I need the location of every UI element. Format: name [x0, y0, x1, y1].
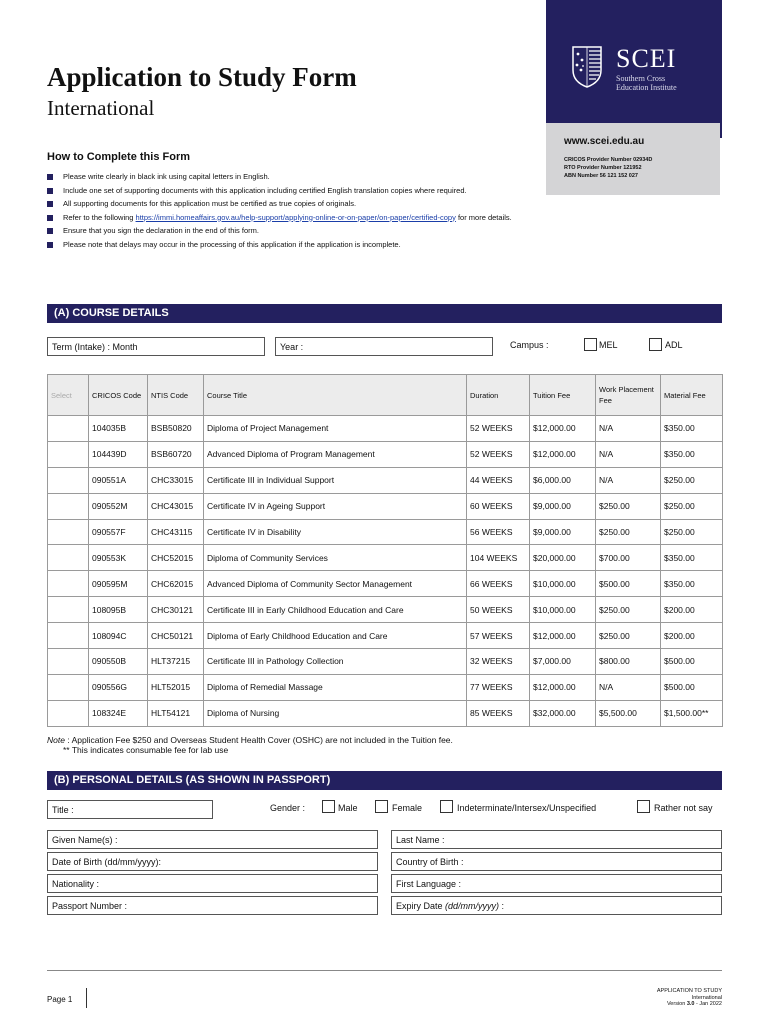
term-intake-field[interactable]: Term (Intake) : Month	[47, 337, 265, 356]
form-title: Application to Study Form	[47, 62, 357, 92]
table-cell: $7,000.00	[530, 649, 596, 675]
table-cell: $350.00	[661, 571, 723, 597]
column-header: Duration	[467, 375, 530, 416]
gender-label: Gender :	[270, 803, 306, 813]
column-header: CRICOS Code	[89, 375, 148, 416]
instruction-item: Ensure that you sign the declaration in the end of this form.	[47, 226, 527, 235]
expiry-colon: :	[499, 901, 505, 911]
gender-rather-not-say-checkbox[interactable]	[637, 800, 650, 813]
refer-suffix: for more details.	[455, 212, 512, 222]
table-cell: 108094C	[89, 623, 148, 649]
campus-adl-label: ADL	[665, 340, 683, 350]
expiry-hint: (dd/mm/yyyy)	[445, 901, 500, 911]
table-cell: Advanced Diploma of Program Management	[204, 441, 467, 467]
year-field[interactable]: Year :	[275, 337, 493, 356]
gender-female-checkbox[interactable]	[375, 800, 388, 813]
table-cell: $350.00	[661, 545, 723, 571]
brand-accent-strip	[720, 0, 722, 138]
table-cell: 52 WEEKS	[467, 416, 530, 442]
table-cell: 090556G	[89, 674, 148, 700]
table-cell: $500.00	[661, 674, 723, 700]
table-cell: $9,000.00	[530, 519, 596, 545]
course-select-cell[interactable]	[48, 700, 89, 726]
table-cell: 090557F	[89, 519, 148, 545]
table-cell: N/A	[596, 674, 661, 700]
table-cell: $32,000.00	[530, 700, 596, 726]
table-cell: CHC33015	[148, 467, 204, 493]
table-row	[48, 623, 723, 649]
table-cell: $250.00	[661, 493, 723, 519]
brand-subtitle-line1: Southern Cross	[616, 74, 666, 83]
course-select-cell[interactable]	[48, 597, 89, 623]
given-names-field[interactable]: Given Name(s) :	[47, 830, 378, 849]
table-cell: $350.00	[661, 416, 723, 442]
table-cell: $10,000.00	[530, 597, 596, 623]
table-row	[48, 571, 723, 597]
title-field[interactable]: Title :	[47, 800, 213, 819]
table-cell: Diploma of Remedial Massage	[204, 674, 467, 700]
version-suffix: - Jan 2022	[694, 1001, 722, 1007]
column-header: Course Title	[204, 375, 467, 416]
campus-mel-label: MEL	[599, 340, 618, 350]
rto-number: RTO Provider Number 121952	[564, 165, 642, 171]
table-cell: Advanced Diploma of Community Sector Management	[204, 571, 467, 597]
table-cell: 108095B	[89, 597, 148, 623]
note-text: : Application Fee $250 and Overseas Student Health Cover (OSHC) are not included in the Tuition fee.	[64, 735, 453, 745]
table-cell: $12,000.00	[530, 441, 596, 467]
table-cell: Diploma of Early Childhood Education and Care	[204, 623, 467, 649]
table-cell: 090595M	[89, 571, 148, 597]
gender-male-label: Male	[338, 803, 358, 813]
page-number: Page 1	[47, 995, 73, 1004]
version-number: 3.0	[686, 1001, 695, 1007]
table-cell: Diploma of Community Services	[204, 545, 467, 571]
column-header: Work Placement Fee	[596, 375, 661, 416]
fee-note	[47, 735, 453, 745]
table-cell: 50 WEEKS	[467, 597, 530, 623]
table-cell: $350.00	[661, 441, 723, 467]
cricos-number: CRICOS Provider Number 02934D	[564, 157, 653, 163]
table-row	[48, 674, 723, 700]
date-of-birth-field[interactable]: Date of Birth (dd/mm/yyyy):	[47, 852, 378, 871]
table-cell: $250.00	[596, 597, 661, 623]
table-cell: 104439D	[89, 441, 148, 467]
section-b-header: (B) PERSONAL DETAILS (AS SHOWN IN PASSPORT)	[47, 771, 722, 790]
table-cell: 57 WEEKS	[467, 623, 530, 649]
course-select-cell[interactable]	[48, 467, 89, 493]
table-cell: 56 WEEKS	[467, 519, 530, 545]
table-cell: $700.00	[596, 545, 661, 571]
consumable-fee-note: ** This indicates consumable fee for lab use	[63, 745, 229, 755]
course-select-cell[interactable]	[48, 623, 89, 649]
table-row	[48, 493, 723, 519]
abn-number: ABN Number 56 121 152 027	[564, 173, 638, 179]
gender-rather-not-say-label: Rather not say	[654, 803, 713, 813]
table-cell: $500.00	[661, 649, 723, 675]
footer-version	[657, 1001, 722, 1008]
table-cell: $10,000.00	[530, 571, 596, 597]
campus-label: Campus :	[510, 340, 549, 350]
table-cell: $200.00	[661, 623, 723, 649]
table-row	[48, 545, 723, 571]
course-select-cell[interactable]	[48, 649, 89, 675]
certified-copy-link[interactable]: https://immi.homeaffairs.gov.au/help-support/applying-online-or-on-paper/on-paper/certified-copy	[135, 212, 456, 222]
form-subtitle: International	[47, 96, 155, 120]
table-cell: BSB50820	[148, 416, 204, 442]
table-cell: $20,000.00	[530, 545, 596, 571]
table-cell: $6,000.00	[530, 467, 596, 493]
provider-info-box	[546, 123, 720, 195]
instruction-item-refer	[47, 213, 527, 222]
table-cell: N/A	[596, 416, 661, 442]
instruction-item: Please write clearly in black ink using capital letters in English.	[47, 172, 527, 181]
first-language-field[interactable]: First Language :	[391, 874, 722, 893]
table-cell: 090550B	[89, 649, 148, 675]
instructions-list	[47, 172, 527, 253]
table-cell: Certificate III in Early Childhood Education and Care	[204, 597, 467, 623]
gender-indeterminate-checkbox[interactable]	[440, 800, 453, 813]
crest-icon	[572, 46, 602, 88]
table-cell: $800.00	[596, 649, 661, 675]
table-cell: Diploma of Project Management	[204, 416, 467, 442]
campus-mel-checkbox[interactable]	[584, 338, 597, 351]
instruction-item: Please note that delays may occur in the processing of this application if the application is incomplete.	[47, 240, 527, 249]
table-row	[48, 416, 723, 442]
table-row	[48, 597, 723, 623]
website-url[interactable]: www.scei.edu.au	[564, 136, 645, 147]
table-cell: 108324E	[89, 700, 148, 726]
table-cell: $5,500.00	[596, 700, 661, 726]
table-cell: $1,500.00**	[661, 700, 723, 726]
table-row	[48, 519, 723, 545]
brand-subtitle	[616, 74, 716, 92]
course-select-cell[interactable]	[48, 416, 89, 442]
column-header: Material Fee	[661, 375, 723, 416]
course-select-cell[interactable]	[48, 571, 89, 597]
table-row	[48, 700, 723, 726]
table-cell: $250.00	[596, 519, 661, 545]
instruction-item: All supporting documents for this application must be certified as true copies of originals.	[47, 199, 527, 208]
table-cell: 104 WEEKS	[467, 545, 530, 571]
table-cell: CHC43015	[148, 493, 204, 519]
expiry-label: Expiry Date	[396, 901, 446, 911]
table-row	[48, 467, 723, 493]
table-cell: 60 WEEKS	[467, 493, 530, 519]
passport-number-field[interactable]: Passport Number :	[47, 896, 378, 915]
table-row	[48, 441, 723, 467]
table-cell: 104035B	[89, 416, 148, 442]
refer-prefix: Refer to the following	[63, 212, 136, 222]
footer-doc-subtitle: International	[691, 994, 722, 1001]
table-cell: 44 WEEKS	[467, 467, 530, 493]
column-header: Select	[48, 375, 89, 416]
table-cell: HLT54121	[148, 700, 204, 726]
table-cell: CHC50121	[148, 623, 204, 649]
table-cell: Certificate III in Pathology Collection	[204, 649, 467, 675]
nationality-field[interactable]: Nationality :	[47, 874, 378, 893]
last-name-field[interactable]: Last Name :	[391, 830, 722, 849]
table-cell: HLT52015	[148, 674, 204, 700]
footer-doc-info	[657, 988, 722, 1008]
table-cell: 77 WEEKS	[467, 674, 530, 700]
table-cell: 66 WEEKS	[467, 571, 530, 597]
table-cell: HLT37215	[148, 649, 204, 675]
table-cell: $12,000.00	[530, 623, 596, 649]
table-cell: CHC52015	[148, 545, 204, 571]
footer-divider	[47, 970, 722, 971]
table-cell: Diploma of Nursing	[204, 700, 467, 726]
table-cell: $250.00	[661, 467, 723, 493]
note-label: Note	[47, 735, 65, 745]
table-cell: $9,000.00	[530, 493, 596, 519]
table-cell: $250.00	[661, 519, 723, 545]
course-select-cell[interactable]	[48, 674, 89, 700]
campus-adl-checkbox[interactable]	[649, 338, 662, 351]
table-cell: Certificate III in Individual Support	[204, 467, 467, 493]
course-select-cell[interactable]	[48, 493, 89, 519]
table-cell: BSB60720	[148, 441, 204, 467]
table-cell: CHC43115	[148, 519, 204, 545]
instruction-item: Include one set of supporting documents with this application including certified English translation copies where required.	[47, 186, 527, 195]
table-cell: $200.00	[661, 597, 723, 623]
table-cell: N/A	[596, 467, 661, 493]
table-cell: 52 WEEKS	[467, 441, 530, 467]
table-cell: CHC30121	[148, 597, 204, 623]
brand-logo-block	[546, 0, 722, 123]
table-cell: 090552M	[89, 493, 148, 519]
table-cell: $12,000.00	[530, 674, 596, 700]
course-select-cell[interactable]	[48, 441, 89, 467]
course-select-cell[interactable]	[48, 545, 89, 571]
version-prefix: Version	[666, 1001, 687, 1007]
instructions-heading: How to Complete this Form	[47, 151, 190, 163]
gender-male-checkbox[interactable]	[322, 800, 335, 813]
footer-doc-title: APPLICATION TO STUDY	[656, 988, 722, 994]
table-cell: 85 WEEKS	[467, 700, 530, 726]
brand-subtitle-line2: Education Institute	[616, 83, 677, 92]
table-cell: $500.00	[596, 571, 661, 597]
table-cell: $250.00	[596, 623, 661, 649]
section-a-header: (A) COURSE DETAILS	[47, 304, 722, 323]
column-header: Tuition Fee	[530, 375, 596, 416]
table-row	[48, 649, 723, 675]
column-header: NTIS Code	[148, 375, 204, 416]
course-select-cell[interactable]	[48, 519, 89, 545]
table-cell: Certificate IV in Disability	[204, 519, 467, 545]
gender-indeterminate-label: Indeterminate/Intersex/Unspecified	[457, 803, 597, 813]
table-cell: N/A	[596, 441, 661, 467]
table-cell: 32 WEEKS	[467, 649, 530, 675]
table-cell: 090551A	[89, 467, 148, 493]
footer-vertical-rule	[86, 988, 87, 1008]
table-cell: $12,000.00	[530, 416, 596, 442]
courses-table	[47, 374, 723, 727]
table-cell: Certificate IV in Ageing Support	[204, 493, 467, 519]
table-cell: $250.00	[596, 493, 661, 519]
expiry-date-field[interactable]	[391, 896, 722, 915]
brand-name: SCEI	[616, 44, 677, 73]
table-cell: 090553K	[89, 545, 148, 571]
country-of-birth-field[interactable]: Country of Birth :	[391, 852, 722, 871]
table-cell: CHC62015	[148, 571, 204, 597]
table-header-row	[48, 375, 723, 416]
gender-female-label: Female	[392, 803, 423, 813]
